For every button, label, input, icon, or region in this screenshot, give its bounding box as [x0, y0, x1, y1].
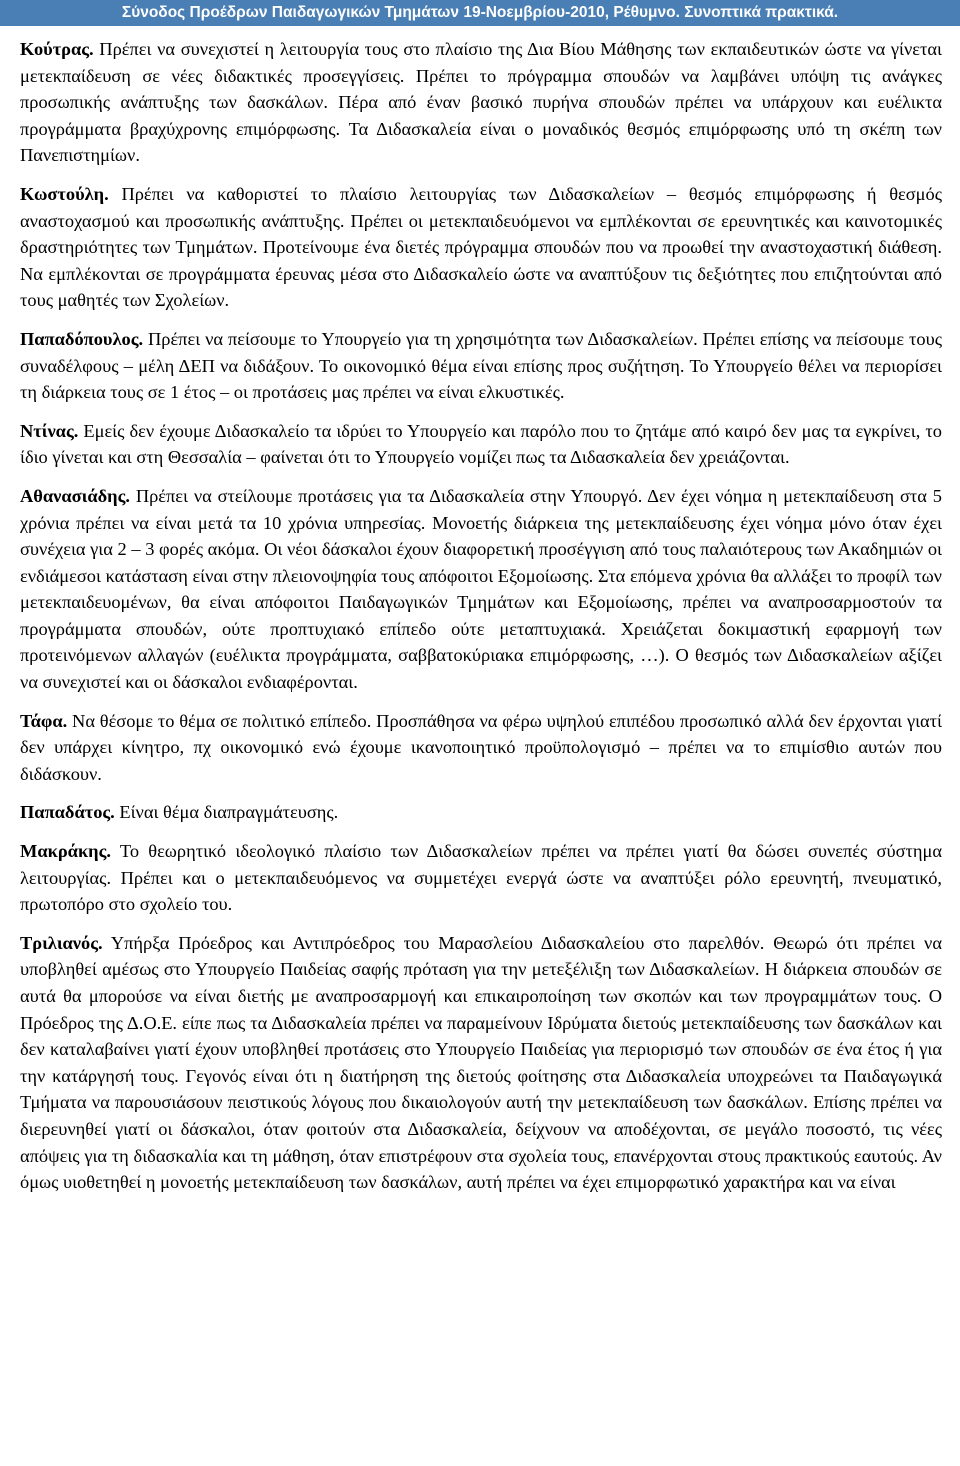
- paragraph-text: Εμείς δεν έχουμε Διδασκαλείο τα ιδρύει το Υπουργείο και παρόλο που το ζητάμε από καιρό δεν μας τα εγκρίνει, το ίδιο γίνεται και στη Θεσσαλία – φαίνεται ότι το Υπουργείο νομίζει πως τα Διδασκαλεία δεν χρειάζονται.: [20, 420, 942, 468]
- paragraph-trilianos: [20, 930, 942, 1196]
- paragraph-ntinas: [20, 418, 942, 471]
- speaker-name: Παπαδάτος.: [20, 802, 115, 823]
- paragraph-koutras: [20, 36, 942, 169]
- header-title: Σύνοδος Προέδρων Παιδαγωγικών Τμημάτων 19-Νοεμβρίου-2010, Ρέθυμνο. Συνοπτικά πρακτικά.: [121, 4, 839, 21]
- paragraph-athanasiadis: [20, 483, 942, 696]
- speaker-name: Ντίνας.: [20, 420, 79, 441]
- paragraph-text: Πρέπει να πείσουμε το Υπουργείο για τη χρησιμότητα των Διδασκαλείων. Πρέπει επίσης να πείσουμε τους συναδέλφους – μέλη ΔΕΠ να διδάξουν. Το οικονομικό θέμα είναι επίσης προς συζήτηση. Το Υπουργείο θέλει να περιορίσει τη διάρκεια τους σε 1 έτος – οι προτάσεις μας πρέπει να είναι ελκυστικές.: [20, 328, 942, 403]
- paragraph-makrakis: [20, 838, 942, 918]
- speaker-name: Μακράκης.: [20, 841, 111, 862]
- paragraph-papadatos: [20, 799, 942, 826]
- paragraph-text: Πρέπει να στείλουμε προτάσεις για τα Διδασκαλεία στην Υπουργό. Δεν έχει νόημα η μετεκπαίδευση στα 5 χρόνια πρέπει να είναι μετά τα 10 χρόνια υπηρεσίας. Μονοετής διάρκεια της μετεκπαίδευσης έχει νόημα μόνο όταν έχει συνέχεια για 2 – 3 φορές ακόμα. Οι νέοι δάσκαλοι έχουν διαφορετική προσέγγιση από τους παλαιότερους των Ακαδημιών οι ενδιάμεσοι κατάσταση είναι στην πλειονοψηφία τους απόφοιτοι Εξομοίωσης. Στα επόμενα χρόνια θα αλλάξει το προφίλ των μετεκπαιδευομένων, θα είναι απόφοιτοι Παιδαγωγικών Τμημάτων και Εξομοίωσης, πρέπει να αναπροσαρμοστούν τα προγράμματα σπουδών, ούτε προπτυχιακό επίπεδο ούτε μεταπτυχιακά. Χρειάζεται δοκιμαστική εφαρμογή των προτεινόμενων αλλαγών (ευέλικτα προγράμματα, σαββατοκύριακα επιμόρφωσης, …). Ο θεσμός των Διδασκαλείων αξίζει να συνεχιστεί και οι δάσκαλοι ενδιαφέρονται.: [20, 485, 942, 693]
- speaker-name: Κούτρας.: [20, 39, 94, 59]
- paragraph-text: Το θεωρητικό ιδεολογικό πλαίσιο των Διδασκαλείων πρέπει να πρέπει γιατί θα δώσει συνεπές σύστημα λειτουργίας. Πρέπει και ο μετεκπαιδευόμενος να συμμετέχει ενεργά ώστε να αναπτύξει ρόλο ερευνητή, πνευματικό, πρωτοπόρο στο σχολείο του.: [20, 841, 942, 915]
- speaker-name: Παπαδόπουλος.: [20, 328, 144, 349]
- paragraph-tafa: [20, 708, 942, 788]
- paragraph-kostouli: [20, 181, 942, 314]
- paragraph-text: Είναι θέμα διαπραγμάτευσης.: [114, 802, 339, 823]
- paragraph-text: Να θέσομε το θέμα σε πολιτικό επίπεδο. Προσπάθησα να φέρω υψηλού επιπέδου προσωπικό αλλά δεν έρχονται γιατί δεν υπάρχει κίνητρο, πχ οικονομικό ενώ έχουμε ικανοποιητικό προϋπολογισμό – πρέπει να το επιμίσθιο αυτών που διδάσκουν.: [20, 710, 942, 784]
- paragraph-text: Υπήρξα Πρόεδρος και Αντιπρόεδρος του Μαρασλείου Διδασκαλείου στο παρελθόν. Θεωρώ ότι πρέπει να υποβληθεί αμέσως στο Υπουργείο Παιδείας σαφής πρόταση για την μετεξέλιξη των Διδασκαλείων. Η διάρκεια σπουδών σε αυτά θα μπορούσε να είναι διετής με αναπροσαρμογή και επικαιροποίηση των σκοπών και των προγραμμάτων τους. Ο Πρόεδρος της Δ.Ο.Ε. είπε πως τα Διδασκαλεία πρέπει να παραμείνουν Ιδρύματα διετούς μετεκπαίδευσης των δασκάλων και δεν καταλαβαίνει γιατί έχουν υποβληθεί προτάσεις στο Υπουργείο Παιδείας για περιορισμό των σπουδών σε ένα έτος ή για την κατάργησή τους. Γεγονός είναι ότι η διατήρηση της διετούς φοίτησης στα Διδασκαλεία υποχρεώνει τα Παιδαγωγικά Τμήματα να παρουσιάσουν πειστικούς λόγους που δικαιολογούν αυτή την μετεκπαίδευση των δασκάλων. Επίσης πρέπει να διερευνηθεί γιατί οι δάσκαλοι, όταν φοιτούν στα Διδασκαλεία, δείχνουν να αποδέχονται, σε μεγάλο ποσοστό, τις νέες απόψεις για τη διδασκαλία και τη μάθηση, όταν επιστρέφουν στα σχολεία τους, επανέρχονται στους πρακτικούς εαυτούς. Αν όμως υιοθετηθεί η μονοετής μετεκπαίδευση των δασκάλων, αυτή πρέπει να έχει επιμορφωτικό χαρακτήρα και να είναι: [20, 932, 942, 1193]
- speaker-name: Τάφα.: [20, 710, 68, 731]
- speaker-name: Τριλιανός.: [20, 932, 103, 953]
- paragraph-papadopoulos: [20, 326, 942, 406]
- speaker-name: Αθανασιάδης.: [20, 485, 130, 506]
- paragraph-text: Πρέπει να καθοριστεί το πλαίσιο λειτουργίας των Διδασκαλείων – θεσμός επιμόρφωσης ή θεσμός αναστοχασμού και προσωπικής ανάπτυξης. Πρέπει οι μετεκπαιδευόμενοι να εμπλέκονται σε ερευνητικές και καινοτομικές δραστηριότητες των Τμημάτων. Προτείνουμε ένα διετές πρόγραμμα σπουδών που να προωθεί την αναστοχαστική διάθεση. Να εμπλέκονται σε προγράμματα έρευνας μέσα στο Διδασκαλείο ώστε να αναπτύξουν τις δεξιότητες που επιζητούνται από τους μαθητές των Σχολείων.: [20, 183, 942, 311]
- minutes-body: [20, 36, 942, 1208]
- running-header: [0, 0, 960, 26]
- speaker-name: Κωστούλη.: [20, 183, 109, 204]
- paragraph-text: Πρέπει να συνεχιστεί η λειτουργία τους στο πλαίσιο της Δια Βίου Μάθησης των εκπαιδευτικών ώστε να γίνεται μετεκπαίδευση σε νέες διδακτικές προσεγγίσεις. Πρέπει το πρόγραμμα σπουδών να λαμβάνει υπόψη τις ανάγκες προσωπικής ανάπτυξης των δασκάλων. Πέρα από έναν βασικό πυρήνα σπουδών πρέπει να υπάρχουν και ευέλικτα προγράμματα βραχύχρονης επιμόρφωσης. Τα Διδασκαλεία είναι ο μοναδικός θεσμός επιμόρφωσης υπό τη σκέπη των Πανεπιστημίων.: [20, 39, 942, 166]
